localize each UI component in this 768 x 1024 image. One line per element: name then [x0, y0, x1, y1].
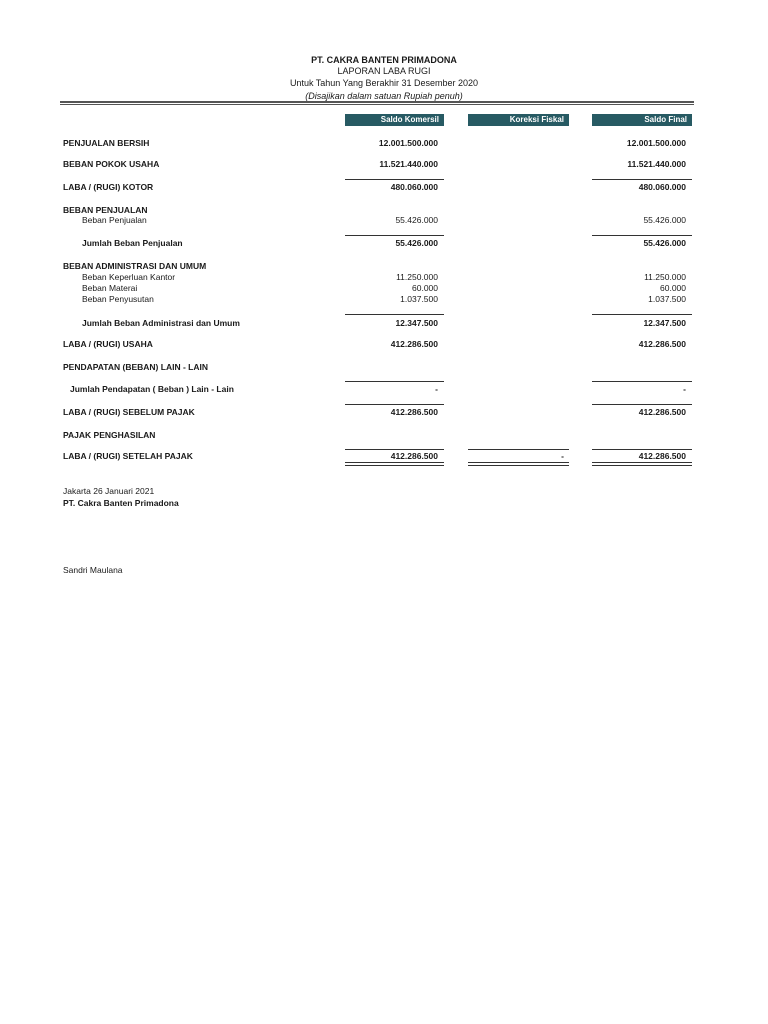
column-header-koreksi-fiskal: Koreksi Fiskal [468, 114, 569, 126]
column-header-saldo-final: Saldo Final [592, 114, 692, 126]
section-heading-pajak-penghasilan: PAJAK PENGHASILAN [63, 430, 156, 440]
report-title: LAPORAN LABA RUGI [337, 66, 431, 76]
section-heading-beban-penjualan: BEBAN PENJUALAN [63, 205, 148, 215]
value-kotor-komersil: 480.060.000 [390, 182, 438, 192]
value-jumlah-administrasi-final: 12.347.500 [643, 318, 686, 328]
value-keperluan-kantor-komersil: 11.250.000 [396, 272, 438, 282]
value-penjualan-komersil: 12.001.500.000 [378, 138, 438, 148]
sum-line [345, 449, 444, 450]
row-label-jumlah-pendapatan-lain: Jumlah Pendapatan ( Beban ) Lain - Lain [70, 384, 234, 394]
value-penyusutan-final: 1.037.500 [648, 294, 686, 304]
place-date: Jakarta 26 Januari 2021 [63, 486, 155, 496]
value-usaha-komersil: 412.286.500 [390, 339, 438, 349]
value-jumlah-administrasi-komersil: 12.347.500 [395, 318, 438, 328]
sum-line [592, 381, 692, 382]
sum-line [345, 314, 444, 315]
sum-line [592, 314, 692, 315]
double-underline [468, 462, 569, 463]
row-label-laba-usaha: LABA / (RUGI) USAHA [63, 339, 153, 349]
row-label-penyusutan: Beban Penyusutan [82, 294, 154, 304]
sum-line [345, 381, 444, 382]
double-underline [345, 465, 444, 466]
header-divider [60, 101, 694, 103]
double-underline [592, 462, 692, 463]
row-label-beban-pokok-usaha: BEBAN POKOK USAHA [63, 159, 160, 169]
value-hpp-komersil: 11.521.440.000 [379, 159, 438, 169]
report-period: Untuk Tahun Yang Berakhir 31 Desember 2020 [289, 78, 479, 88]
value-materai-komersil: 60.000 [412, 283, 438, 293]
sum-line [592, 449, 692, 450]
value-beban-penjualan-final: 55.426.000 [643, 215, 686, 225]
double-underline [592, 465, 692, 466]
section-heading-beban-administrasi: BEBAN ADMINISTRASI DAN UMUM [63, 261, 207, 271]
double-underline [345, 462, 444, 463]
value-keperluan-kantor-final: 11.250.000 [644, 272, 686, 282]
row-label-jumlah-administrasi: Jumlah Beban Administrasi dan Umum [82, 318, 240, 328]
value-materai-final: 60.000 [660, 283, 686, 293]
value-jumlah-beban-penjualan-final: 55.426.000 [643, 238, 686, 248]
row-label-laba-setelah-pajak: LABA / (RUGI) SETELAH PAJAK [63, 451, 193, 461]
value-jumlah-lain-komersil: - [435, 384, 438, 394]
currency-note: (Disajikan dalam satuan Rupiah penuh) [305, 91, 463, 101]
row-label-beban-penjualan: Beban Penjualan [82, 215, 147, 225]
value-setelah-pajak-koreksi: - [561, 451, 564, 461]
sum-line [592, 404, 692, 405]
section-heading-pendapatan-lain: PENDAPATAN (BEBAN) LAIN - LAIN [63, 362, 208, 372]
value-sebelum-pajak-final: 412.286.500 [638, 407, 686, 417]
value-penyusutan-komersil: 1.037.500 [400, 294, 438, 304]
row-label-materai: Beban Materai [82, 283, 138, 293]
value-kotor-final: 480.060.000 [638, 182, 686, 192]
value-sebelum-pajak-komersil: 412.286.500 [390, 407, 438, 417]
value-usaha-final: 412.286.500 [638, 339, 686, 349]
value-hpp-final: 11.521.440.000 [627, 159, 686, 169]
sum-line [345, 235, 444, 236]
signer-name: Sandri Maulana [63, 565, 123, 575]
value-jumlah-lain-final: - [683, 384, 686, 394]
row-label-penjualan-bersih: PENJUALAN BERSIH [63, 138, 150, 148]
value-jumlah-beban-penjualan-komersil: 55.426.000 [395, 238, 438, 248]
sum-line [592, 179, 692, 180]
row-label-laba-kotor: LABA / (RUGI) KOTOR [63, 182, 154, 192]
value-beban-penjualan-komersil: 55.426.000 [395, 215, 438, 225]
sum-line [345, 404, 444, 405]
double-underline [468, 465, 569, 466]
sum-line [592, 235, 692, 236]
sum-line [468, 449, 569, 450]
row-label-jumlah-beban-penjualan: Jumlah Beban Penjualan [82, 238, 183, 248]
value-setelah-pajak-komersil: 412.286.500 [390, 451, 438, 461]
row-label-laba-sebelum-pajak: LABA / (RUGI) SEBELUM PAJAK [63, 407, 195, 417]
value-setelah-pajak-final: 412.286.500 [638, 451, 686, 461]
footer-company: PT. Cakra Banten Primadona [63, 498, 179, 508]
row-label-keperluan-kantor: Beban Keperluan Kantor [82, 272, 176, 282]
company-title: PT. CAKRA BANTEN PRIMADONA [311, 55, 457, 65]
header-divider-thin [60, 104, 694, 105]
column-header-saldo-komersil: Saldo Komersil [345, 114, 444, 126]
sum-line [345, 179, 444, 180]
value-penjualan-final: 12.001.500.000 [626, 138, 686, 148]
